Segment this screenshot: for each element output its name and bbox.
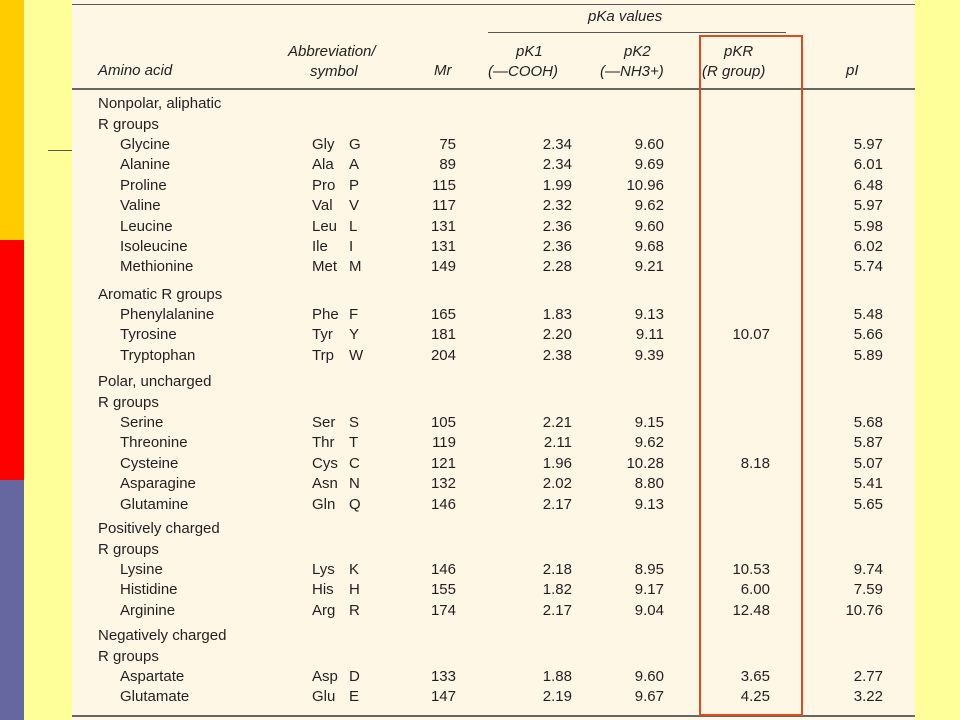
symbol: I [349, 238, 354, 255]
symbol: L [349, 217, 358, 235]
pk1-value: 2.28 [542, 258, 572, 276]
pkr-value: 4.25 [740, 688, 770, 706]
mr-value: 165 [430, 306, 456, 323]
section-title-line2: R groups [98, 541, 159, 558]
abbreviation: Leu [312, 217, 338, 235]
pka-underline [488, 32, 786, 33]
pi-value: 5.74 [853, 258, 883, 276]
accent-stripe-red [0, 240, 24, 480]
pk2-value: 9.69 [634, 156, 664, 174]
pkr-value: 8.18 [740, 454, 770, 472]
symbol: F [349, 306, 359, 323]
abbreviation: Arg [312, 601, 336, 619]
pkr-value: 3.65 [740, 668, 770, 685]
pk2-value: 9.60 [634, 136, 664, 153]
pi-value: 2.77 [853, 668, 883, 685]
pi-value: 5.97 [853, 136, 883, 153]
mr-value: 155 [430, 581, 456, 599]
amino-acid-name: Glutamine [120, 495, 189, 513]
pk2-value: 9.68 [634, 238, 664, 255]
pk2-value: 8.80 [634, 475, 664, 493]
col-pk2 [600, 42, 664, 82]
symbol: E [349, 688, 360, 706]
mr-value: 105 [430, 414, 456, 431]
mr-value: 131 [430, 217, 456, 235]
mr-value: 132 [430, 475, 456, 493]
pk1-value: 2.17 [542, 495, 572, 513]
symbol: Q [349, 495, 361, 513]
abbreviation: Thr [312, 434, 335, 452]
pk2-value: 8.95 [634, 561, 664, 578]
abbreviation: His [312, 581, 334, 599]
pk2-value: 9.60 [634, 668, 664, 685]
pkr-highlight-box [699, 35, 803, 716]
pk1-value: 1.83 [542, 306, 572, 323]
pk1-value: 2.21 [542, 414, 572, 431]
section-title-line1: Positively charged [98, 520, 220, 537]
pi-value: 5.66 [853, 326, 883, 344]
pi-value: 5.48 [853, 306, 883, 323]
pk2-value: 10.96 [626, 176, 664, 194]
pi-value: 5.65 [853, 495, 883, 513]
section-title-line2: R groups [98, 648, 159, 665]
mr-value: 204 [430, 346, 456, 364]
mr-value: 181 [430, 326, 456, 344]
amino-acid-name: Serine [120, 414, 164, 431]
amino-acid-name: Isoleucine [120, 238, 188, 255]
amino-acid-name: Tryptophan [120, 346, 196, 364]
slide-dash [48, 150, 72, 151]
pi-value: 5.41 [853, 475, 883, 493]
col-pi: pI [846, 62, 859, 79]
col-abbr-line2: symbol [310, 63, 358, 80]
accent-stripe-yellow [0, 0, 24, 240]
top-rule [72, 4, 915, 5]
symbol: N [349, 475, 360, 493]
pk2-value: 9.15 [634, 414, 664, 431]
symbol: C [349, 454, 360, 472]
amino-acid-name: Histidine [120, 581, 178, 599]
pk1-value: 2.38 [542, 346, 572, 364]
abbreviation: Trp [312, 346, 334, 364]
pi-value: 10.76 [845, 601, 883, 619]
abbreviation: Asp [312, 668, 338, 685]
amino-acid-name: Arginine [120, 601, 176, 619]
amino-acid-name: Glutamate [120, 688, 190, 706]
symbol: A [349, 156, 360, 174]
amino-acid-name: Methionine [120, 258, 194, 276]
amino-acid-name: Threonine [120, 434, 188, 452]
pk2-value: 9.13 [634, 495, 664, 513]
amino-acid-name: Alanine [120, 156, 171, 174]
col-pkr-sub: (R group) [702, 63, 766, 80]
amino-acid-table [72, 0, 915, 720]
pk1-value: 2.32 [542, 197, 572, 215]
pkr-value: 10.07 [732, 326, 770, 344]
abbreviation: Met [312, 258, 338, 276]
abbreviation: Glu [312, 688, 336, 706]
mr-value: 117 [432, 197, 456, 215]
pi-value: 6.01 [853, 156, 883, 174]
abbreviation: Pro [312, 176, 336, 194]
section-title-line1: Polar, uncharged [98, 373, 212, 390]
pkr-value: 12.48 [732, 601, 770, 619]
pi-value: 6.02 [853, 238, 883, 255]
abbreviation: Tyr [312, 326, 333, 344]
symbol: M [349, 258, 362, 276]
pk1-value: 1.96 [542, 454, 572, 472]
pkr-value: 6.00 [740, 581, 770, 599]
pk2-value: 9.11 [635, 326, 664, 344]
mr-value: 119 [432, 434, 456, 452]
pk1-value: 1.99 [542, 176, 572, 194]
col-pk1 [488, 42, 558, 82]
section-title-line1: Negatively charged [98, 627, 227, 644]
symbol: K [349, 561, 360, 578]
section-title-line2: R groups [98, 116, 159, 133]
amino-acid-name: Leucine [120, 217, 173, 235]
pk1-value: 2.02 [542, 475, 572, 493]
amino-acid-name: Asparagine [120, 475, 196, 493]
mr-value: 89 [439, 156, 456, 174]
mr-value: 133 [430, 668, 456, 685]
pi-value: 7.59 [853, 581, 883, 599]
pi-value: 5.89 [853, 346, 883, 364]
pk1-value: 2.36 [542, 217, 572, 235]
symbol: D [349, 668, 360, 685]
pi-value: 5.87 [853, 434, 883, 452]
symbol: W [349, 346, 364, 364]
symbol: V [349, 197, 360, 215]
amino-acid-name: Tyrosine [120, 326, 177, 344]
pk2-value: 9.60 [634, 217, 664, 235]
mr-value: 149 [430, 258, 456, 276]
pi-value: 5.68 [853, 414, 883, 431]
pka-values-heading [588, 8, 662, 25]
accent-stripe-purple [0, 480, 24, 720]
symbol: P [349, 176, 360, 194]
pk1-value: 2.17 [542, 601, 572, 619]
symbol: S [349, 414, 360, 431]
col-abbr-line1: Abbreviation/ [288, 43, 376, 60]
pk2-value: 9.62 [634, 197, 664, 215]
amino-acid-name: Glycine [120, 136, 171, 153]
col-pk1-label: pK1 [516, 43, 543, 60]
symbol: H [349, 581, 360, 599]
pi-value: 3.22 [853, 688, 883, 706]
section-title-line2: R groups [98, 394, 159, 411]
amino-acid-name: Aspartate [120, 668, 185, 685]
col-amino-acid: Amino acid [98, 62, 173, 79]
pk1-value: 2.36 [542, 238, 572, 255]
amino-acid-name: Phenylalanine [120, 306, 215, 323]
col-pkr-label: pKR [724, 43, 754, 60]
symbol: T [349, 434, 359, 452]
pka-values-label: pKa values [588, 8, 663, 25]
col-pk1-sub: (—COOH) [488, 63, 558, 80]
abbreviation: Ile [312, 238, 328, 255]
pk1-value: 2.18 [542, 561, 572, 578]
abbreviation: Val [312, 197, 333, 215]
mr-value: 75 [439, 136, 456, 153]
pk2-value: 9.04 [634, 601, 664, 619]
pi-value: 9.74 [853, 561, 883, 578]
abbreviation: Gln [312, 495, 336, 513]
abbreviation: Cys [312, 454, 338, 472]
mr-value: 146 [430, 495, 456, 513]
pkr-value: 10.53 [732, 561, 770, 578]
pk2-value: 9.21 [634, 258, 664, 276]
pi-value: 5.07 [853, 454, 883, 472]
abbreviation: Phe [312, 306, 339, 323]
col-pk2-label: pK2 [624, 43, 651, 60]
pk2-value: 9.17 [634, 581, 664, 599]
abbreviation: Ala [312, 156, 334, 174]
pk1-value: 1.82 [542, 581, 572, 599]
mr-value: 115 [432, 176, 456, 194]
pk1-value: 2.19 [542, 688, 572, 706]
pk1-value: 2.34 [542, 156, 572, 174]
amino-acid-name: Lysine [120, 561, 163, 578]
symbol: Y [349, 326, 360, 344]
pk1-value: 2.11 [543, 434, 572, 452]
mr-value: 121 [430, 454, 456, 472]
mr-value: 147 [430, 688, 456, 706]
pk2-value: 9.67 [634, 688, 664, 706]
abbreviation: Gly [312, 136, 335, 153]
mr-value: 131 [430, 238, 456, 255]
pi-value: 6.48 [853, 176, 883, 194]
col-mr: Mr [434, 62, 452, 79]
amino-acid-name: Cysteine [120, 454, 179, 472]
mr-value: 146 [430, 561, 456, 578]
abbreviation: Lys [312, 561, 335, 578]
col-pk2-sub: (—NH3+) [600, 63, 664, 80]
pk1-value: 1.88 [542, 668, 572, 685]
symbol: R [349, 601, 360, 619]
pi-value: 5.98 [853, 217, 883, 235]
abbreviation: Ser [312, 414, 336, 431]
section-title-line1: Aromatic R groups [98, 286, 223, 303]
amino-acid-name: Valine [120, 197, 161, 215]
col-abbreviation [288, 42, 376, 82]
pi-value: 5.97 [853, 197, 883, 215]
pk2-value: 9.13 [634, 306, 664, 323]
pk1-value: 2.20 [542, 326, 572, 344]
pk2-value: 10.28 [626, 454, 664, 472]
pk2-value: 9.39 [634, 346, 664, 364]
abbreviation: Asn [312, 475, 338, 493]
pk1-value: 2.34 [542, 136, 572, 153]
amino-acid-name: Proline [120, 176, 167, 194]
symbol: G [349, 136, 361, 153]
pk2-value: 9.62 [634, 434, 664, 452]
mr-value: 174 [430, 601, 456, 619]
section-title-line1: Nonpolar, aliphatic [98, 95, 222, 112]
